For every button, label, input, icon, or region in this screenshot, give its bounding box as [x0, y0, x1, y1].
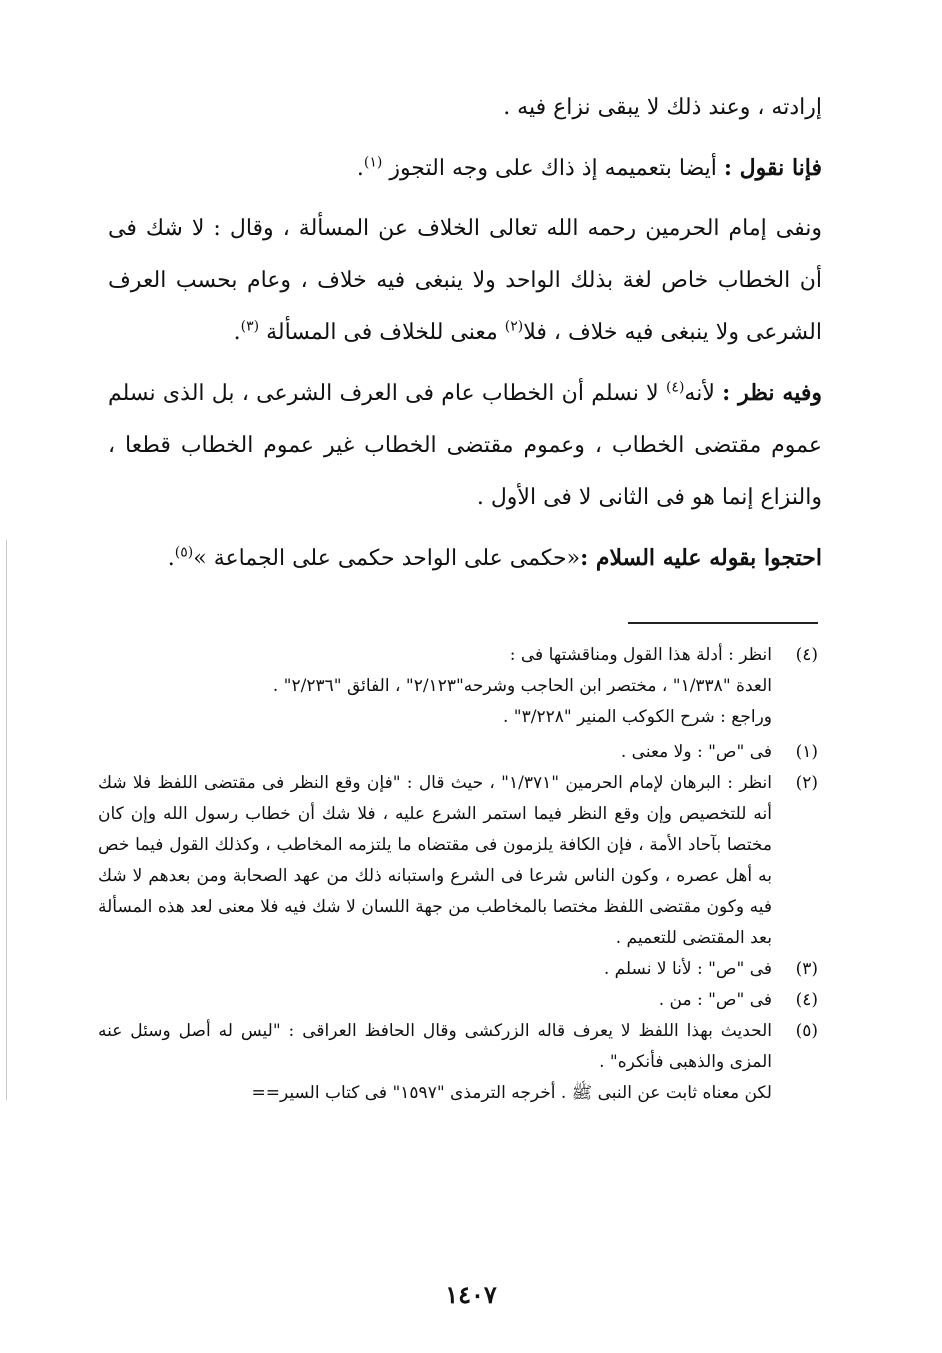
paragraph-3-tail: . — [233, 320, 241, 345]
carried-footnote-line-3: وراجع : شرح الكوكب المنير "٣/٢٢٨" . — [503, 707, 772, 727]
paragraph-2-tail: . — [356, 156, 364, 181]
paragraph-4-text: لأنه — [684, 381, 723, 406]
main-text — [108, 82, 822, 585]
paragraph-3-text: ونفى إمام الحرمين رحمه الله تعالى الخلاف عن المسألة ، وقال : لا شك فى أن الخطاب خاص لغة بذلك الواحد ولا ينبغى فيه خلاف ، وعام بحسب العرف الشرعى ولا ينبغى فيه خلاف ، فلا — [108, 216, 822, 345]
footnote-item — [98, 985, 818, 1016]
paragraph-2-lead: فإنا نقول : — [723, 155, 822, 181]
paragraph-4 — [108, 367, 822, 524]
footnote-ref-4: (٤) — [665, 379, 685, 396]
footnote-number: (١) — [795, 742, 818, 762]
footnotes — [98, 640, 818, 1109]
paragraph-1 — [108, 82, 822, 134]
footnote-ref-2: (٢) — [504, 318, 524, 335]
footnote-ref-1: (١) — [363, 154, 383, 171]
paragraph-1-text: إرادته ، وعند ذلك لا يبقى نزاع فيه . — [503, 95, 822, 120]
paragraph-3-text-2: معنى للخلاف فى المسألة — [259, 320, 505, 345]
footnote-number: (٢) — [795, 773, 818, 793]
footnote-text: انظر : البرهان لإمام الحرمين "١/٣٧١" ، حيث قال : "فإن وقع النظر فى مقتضى اللفظ فلا شك أنه للتخصيص وإن وقع النظر فيما استمر الشرع عليه ، فلا شك أن خطاب رسول الله وإن كان مختصا بآحاد الأمة ، فإن الكافة يلزمون فى مقتضاه ما يلتزمه المخاطب ، وكذلك القول فيما خص به أهل عصره ، وكون الناس شرعا فى الشرع واستبانه ذلك من عهد الصحابة ومن بعدهم لا شك فيه وكون مقتضى اللفظ مختصا بالمخاطب من جهة اللسان لا شك فيه فلا معنى لعد هذه المسألة بعد المقتضى للتعميم . — [98, 773, 772, 948]
footnote-number: (٥) — [795, 1021, 818, 1041]
page-gutter-line — [6, 540, 7, 1100]
paragraph-5-text: «حكمى على الواحد حكمى على الجماعة » — [193, 546, 581, 571]
paragraph-5-tail: . — [167, 546, 175, 571]
footnote-item — [98, 768, 818, 954]
page-number: ١٤٠٧ — [445, 1280, 497, 1309]
footnote-item — [98, 954, 818, 985]
footnote-item — [98, 1016, 818, 1078]
paragraph-3 — [108, 203, 822, 359]
footnote-item — [98, 737, 818, 768]
carried-footnote-number: (٤) — [795, 645, 818, 665]
footnote-text: الحديث بهذا اللفظ لا يعرف قاله الزركشى وقال الحافظ العراقى : "ليس له أصل وسئل عنه المزى والذهبى فأنكره" . — [98, 1021, 772, 1072]
paragraph-2-text: أيضا بتعميمه إذ ذاك على وجه التجوز — [382, 156, 724, 181]
paragraph-5 — [108, 532, 822, 585]
carried-footnote — [98, 640, 818, 671]
footnote-number: (٣) — [795, 959, 818, 979]
footnote-ref-5: (٥) — [174, 544, 194, 561]
carried-footnote-line-2: العدة "١/٣٣٨" ، مختصر ابن الحاجب وشرحه"٢/١٢٣" ، الفائق "٢/٢٣٦" . — [272, 676, 772, 696]
paragraph-5-lead: احتجوا بقوله عليه السلام : — [580, 545, 822, 571]
paragraph-4-text-2: لا نسلم أن الخطاب عام فى العرف الشرعى ، بل الذى نسلم عموم مقتضى الخطاب ، وعموم مقتضى الخطاب غير عموم الخطاب قطعا ، والنزاع إنما هو فى الثانى لا فى الأول . — [108, 381, 822, 510]
footnote-text: فى "ص" : من . — [658, 990, 772, 1010]
footnote-separator — [628, 622, 818, 624]
footnote-continuation: لكن معناه ثابت عن النبى ﷺ . أخرجه الترمذى "١٥٩٧" فى كتاب السير== — [251, 1083, 772, 1103]
footnote-number: (٤) — [795, 990, 818, 1010]
paragraph-4-lead: وفيه نظر : — [722, 380, 822, 406]
footnote-text: فى "ص" : ولا معنى . — [620, 742, 772, 762]
carried-footnote-line-1: انظر : أدلة هذا القول ومناقشتها فى : — [509, 645, 772, 665]
footnote-ref-3: (٣) — [240, 318, 260, 335]
paragraph-2 — [108, 142, 822, 195]
footnote-text: فى "ص" : لأنا لا نسلم . — [603, 959, 772, 979]
